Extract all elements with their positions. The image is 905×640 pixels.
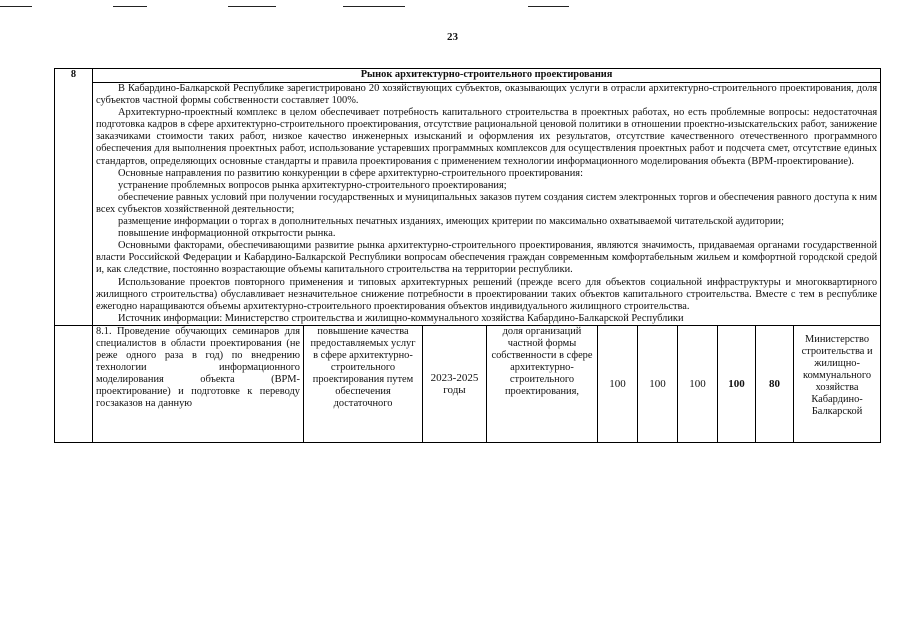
- value-cell: 100: [638, 325, 678, 442]
- page-number: 23: [447, 31, 458, 43]
- paragraph: Использование проектов повторного применения и типовых архитектурных решений (прежде всего для объектов социальной инфраструктуры и многоквартирного жилищного строительства) обуславливает незначительное снижение потребности в проектировании таких объектов капитального строительства. Вместе с тем в республике ежегодно наращиваются объемы архитектурно-строительного проектирования объектов индивидуального жилищного строительства.: [96, 276, 878, 312]
- section-header-row: [55, 69, 881, 83]
- paragraph: Основными факторами, обеспечивающими развитие рынка архитектурно-строительного проектирования, являются значимость, придаваемая органами государственной власти Российской Федерации и Кабардино-Балкарской Республики вопросам обеспечения граждан современным комфортабельным жильем и комфортной городской средой и, как следствие, постоянно возрастающие объемы капитального строительства на территории республики.: [96, 240, 878, 276]
- section-title: Рынок архитектурно-строительного проектирования: [93, 69, 881, 83]
- value-cell: 100: [678, 325, 718, 442]
- value-cell: 80: [756, 325, 794, 442]
- value-cell: 100: [598, 325, 638, 442]
- top-rule-5: [528, 6, 569, 7]
- document-table: [54, 68, 881, 443]
- responsible-cell: Министерство строительства и жилищно-коммунального хозяйства Кабардино-Балкарской: [794, 325, 881, 442]
- section-number: 8: [55, 69, 93, 326]
- value-cell: 100: [718, 325, 756, 442]
- paragraph: обеспечение равных условий при получении государственных и муниципальных заказов путем создания систем электронных торгов и обеспечения равного доступа к ним всех субъектов хозяйственной деятельности;: [96, 191, 878, 215]
- action-cell: 8.1. Проведение обучающих семинаров для специалистов в области проектирования (не реже одного раза в год) по внедрению технологии информационного моделирования объекта (BPM-проектирование) и подготовке к переводу госзаказов на данную: [93, 325, 304, 442]
- source-note: Источник информации: Министерство строительства и жилищно-коммунального хозяйства Кабардино-Балкарской Республики: [118, 312, 684, 324]
- top-rule-4: [343, 6, 405, 7]
- paragraph: повышение информационной открытости рынка.: [118, 228, 336, 240]
- result-cell: повышение качества предоставляемых услуг в сфере архитектурно-строительного проектирования путем обеспечения достаточного: [304, 325, 423, 442]
- period-cell: 2023-2025 годы: [423, 325, 487, 442]
- table-row: [55, 325, 881, 442]
- top-rule-1: [0, 6, 32, 7]
- section-body: [93, 83, 881, 326]
- section-body-row: [55, 83, 881, 326]
- paragraph: Основные направления по развитию конкуренции в сфере архитектурно-строительного проектирования:: [118, 167, 583, 179]
- empty-cell: [55, 325, 93, 442]
- paragraph: В Кабардино-Балкарской Республике зарегистрировано 20 хозяйствующих субъектов, оказывающих услуги в отрасли архитектурно-строительного проектирования, доля субъектов частной формы собственности составляет 100%.: [96, 83, 878, 107]
- paragraph: Архитектурно-проектный комплекс в целом обеспечивает потребность капитального строительства в проектных работах, но есть проблемные вопросы: недостаточная подготовка кадров в сфере архитектурно-строительного проектирования, отсутствие рациональной ценовой политики в отношении проектно-изыскательских работ, занижение заказчиками стоимости таких работ, низкое качество инженерных изысканий и оформления их результатов, отсутствие качественного отечественного программного обеспечения для выполнения проектных работ, использование устаревших программных комплексов для осуществления проектных работ и подсчета смет, отсутствие единых стандартов, определяющих основные стандарты и правила проектирования с применением технологии информационного моделирования объекта (BPM-проектирование).: [96, 107, 878, 167]
- paragraph: размещение информации о торгах в дополнительных печатных изданиях, имеющих критерии по максимально охватываемой читательской аудитории;: [118, 216, 784, 228]
- top-rule-2: [113, 6, 147, 7]
- top-rule-3: [228, 6, 276, 7]
- paragraph: устранение проблемных вопросов рынка архитектурно-строительного проектирования;: [118, 179, 507, 191]
- indicator-cell: доля организаций частной формы собственности в сфере архитектурно-строительного проектирования,: [487, 325, 598, 442]
